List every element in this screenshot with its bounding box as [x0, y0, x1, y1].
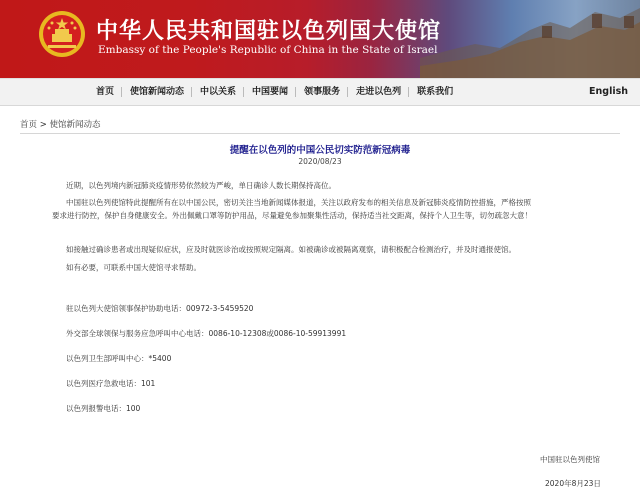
article-signer: 中国驻以色列使馆 [540, 455, 600, 464]
header-banner [0, 0, 640, 78]
police-line: 以色列报警电话：100 [66, 404, 141, 413]
breadcrumb-current-link[interactable]: 使馆新闻动态 [49, 120, 101, 130]
article-title: 提醒在以色列的中国公民切实防范新冠病毒 [229, 145, 411, 156]
site-subtitle: Embassy of the People's Republic of China in the State of Israel [98, 44, 438, 56]
article-date: 2020/08/23 [298, 157, 342, 166]
site-title: 中华人民共和国驻以色列国大使馆 [96, 18, 442, 44]
breadcrumb-separator: > [39, 120, 47, 130]
breadcrumb [20, 118, 101, 130]
nav-item-consular[interactable]: 领事服务 [296, 79, 348, 105]
mfa-hotline: 外交部全球领保与服务应急呼叫中心电话：0086-10-12308或0086-10-59913991 [66, 329, 347, 338]
nav-item-embassy-news[interactable]: 使馆新闻动态 [122, 79, 192, 105]
main-nav [0, 78, 640, 106]
content-divider [20, 133, 620, 134]
article-paragraph: 中国驻以色列使馆特此提醒所有在以中国公民，密切关注当地新闻媒体报道，关注以政府发布的相关信息及新冠肺炎疫情防控措施，严格按照 [66, 198, 531, 207]
medical-emergency-line: 以色列医疗急救电话：101 [66, 379, 156, 388]
great-wall-image [420, 0, 640, 78]
english-link[interactable]: English [589, 86, 628, 97]
nav-item-relations[interactable]: 中以关系 [192, 79, 244, 105]
article-sign-date: 2020年8月23日 [545, 479, 601, 488]
article-paragraph: 如有必要，可联系中国大使馆寻求帮助。 [66, 263, 201, 272]
nav-item-home[interactable]: 首页 [96, 87, 115, 97]
nav-item-china-news[interactable]: 中国要闻 [244, 79, 296, 105]
national-emblem-icon [38, 10, 86, 58]
article-paragraph: 如接触过确诊患者或出现疑似症状，应及时就医诊治或按照规定隔离。如被确诊或被隔离观察，请积极配合检测治疗，并及时通报使馆。 [66, 245, 516, 254]
nav-item-contact[interactable]: 联系我们 [409, 79, 461, 105]
health-ministry-line: 以色列卫生部呼叫中心：*5400 [66, 354, 172, 363]
article-paragraph: 近期，以色列境内新冠肺炎疫情形势依然较为严峻，单日确诊人数长期保持高位。 [66, 181, 336, 190]
breadcrumb-home-link[interactable]: 首页 [20, 120, 38, 130]
nav-item-about-israel[interactable]: 走进以色列 [348, 79, 409, 105]
article-paragraph: 要求进行防控，保护自身健康安全。外出佩戴口罩等防护用品，尽量避免参加聚集性活动，保持适当社交距离，保持个人卫生等，切勿疏忽大意！ [52, 211, 532, 220]
consular-phone: 驻以色列大使馆领事保护协助电话：00972-3-5459520 [66, 304, 254, 313]
